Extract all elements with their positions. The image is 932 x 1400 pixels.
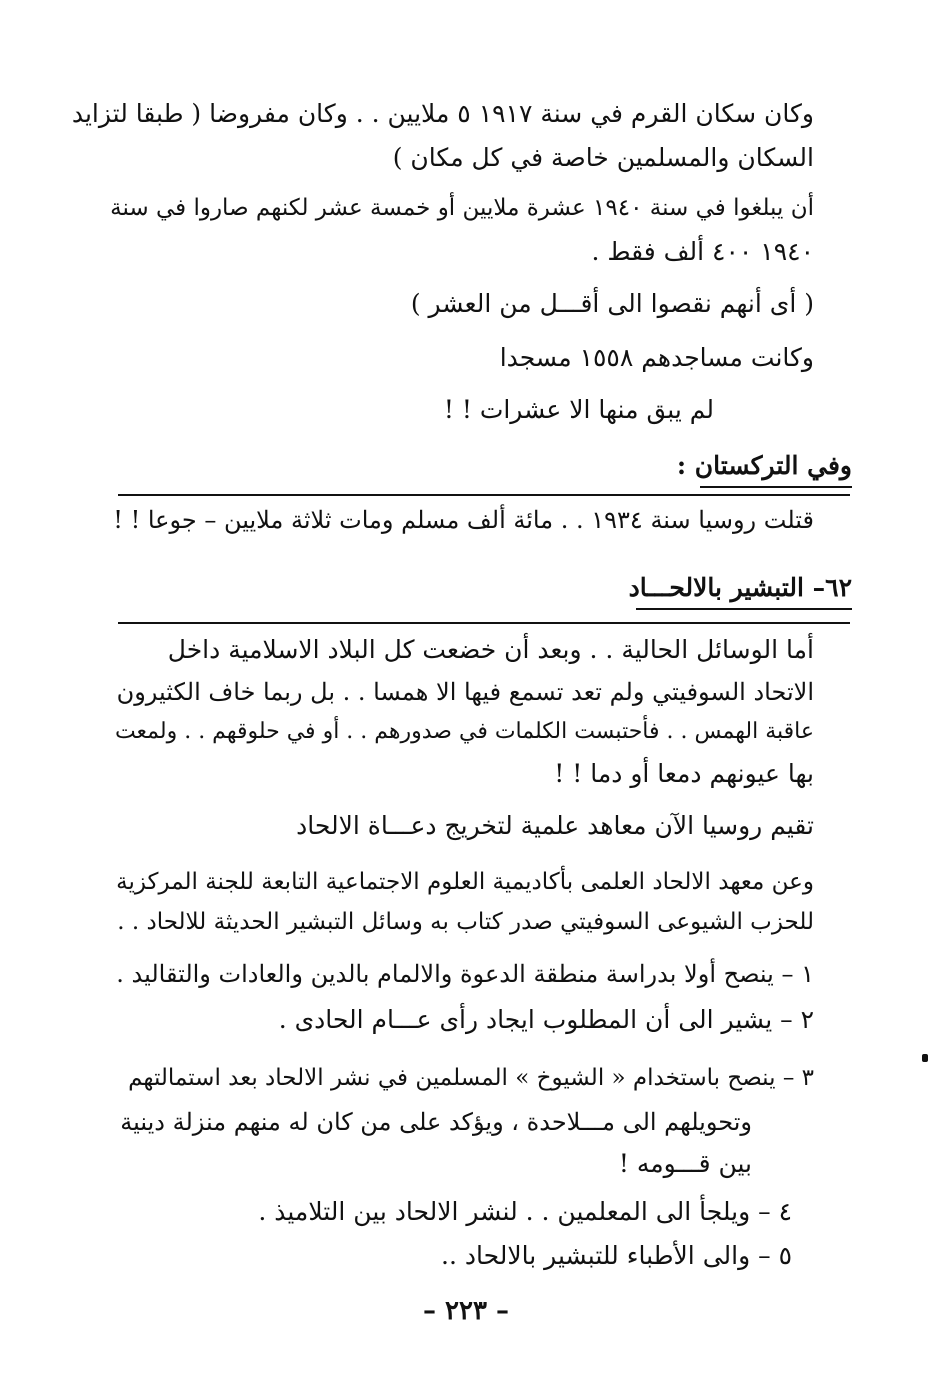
text-line: بها عيونهم دمعا أو دما ! !	[554, 759, 814, 788]
text-line: لم يبق منها الا عشرات ! !	[443, 395, 714, 424]
list-item: ٥ – والى الأطباء للتبشير بالالحاد ..	[441, 1241, 792, 1270]
list-item-continuation: وتحويلهم الى مـــلاحدة ، ويؤكد على من كان له منهم منزلة دينية	[120, 1108, 752, 1136]
list-item: ٤ – ويلجأ الى المعلمين . . لنشر الالحاد بين التلاميذ .	[258, 1197, 792, 1226]
text-line: وعن معهد الالحاد العلمى بأكاديمية العلوم الاجتماعية التابعة للجنة المركزية	[116, 869, 814, 895]
text-line: قتلت روسيا سنة ١٩٣٤ . . مائة ألف مسلم ومات ثلاثة ملايين – جوعا ! !	[113, 506, 814, 534]
section-heading: ٦٢– التبشير بالالحـــاد	[636, 572, 852, 610]
text-line: الاتحاد السوفيتي ولم تعد تسمع فيها الا همسا . . بل ربما خاف الكثيرون	[116, 678, 814, 706]
text-line: ( أى أنهم نقصوا الى أقـــل من العشر )	[410, 289, 814, 318]
text-line: تقيم روسيا الآن معاهد علمية لتخريج دعـــاة الالحاد	[296, 811, 814, 840]
text-line: أما الوسائل الحالية . . وبعد أن خضعت كل البلاد الاسلامية داخل	[167, 635, 814, 664]
list-item: ١ – ينصح أولا بدراسة منطقة الدعوة والالمام بالدين والعادات والتقاليد .	[116, 960, 814, 988]
divider	[118, 494, 850, 496]
section-heading: وفي التركستان :	[700, 450, 852, 488]
text-line: أن يبلغوا في سنة ١٩٤٠ عشرة ملايين أو خمسة عشر لكنهم صاروا في سنة	[110, 195, 814, 221]
text-line: وكانت مساجدهم ١٥٥٨ مسجدا	[499, 343, 814, 372]
margin-mark	[922, 1054, 928, 1062]
list-item: ٣ – ينصح باستخدام « الشيوخ » المسلمين في نشر الالحاد بعد استمالتهم	[128, 1065, 814, 1091]
text-line: للحزب الشيوعى السوفيتي صدر كتاب به وسائل التبشير الحديثة للالحاد . .	[117, 909, 814, 935]
text-line: السكان والمسلمين خاصة في كل مكان )	[392, 143, 814, 172]
text-line: وكان سكان القرم في سنة ١٩١٧ ٥ ملايين . . وكان مفروضا ( طبقا لتزايد	[71, 99, 814, 128]
divider	[118, 622, 850, 624]
list-item-continuation: بين قـــومه !	[618, 1149, 752, 1178]
text-line: ١٩٤٠ ٤٠٠ ألف فقط .	[591, 237, 814, 266]
page-number: – ٢٢٣ –	[422, 1296, 510, 1326]
list-item: ٢ – يشير الى أن المطلوب ايجاد رأى عـــام الحادى .	[278, 1005, 814, 1034]
text-line: عاقبة الهمس . . فأحتبست الكلمات في صدورهم . . أو في حلوقهم . . ولمعت	[114, 719, 814, 744]
